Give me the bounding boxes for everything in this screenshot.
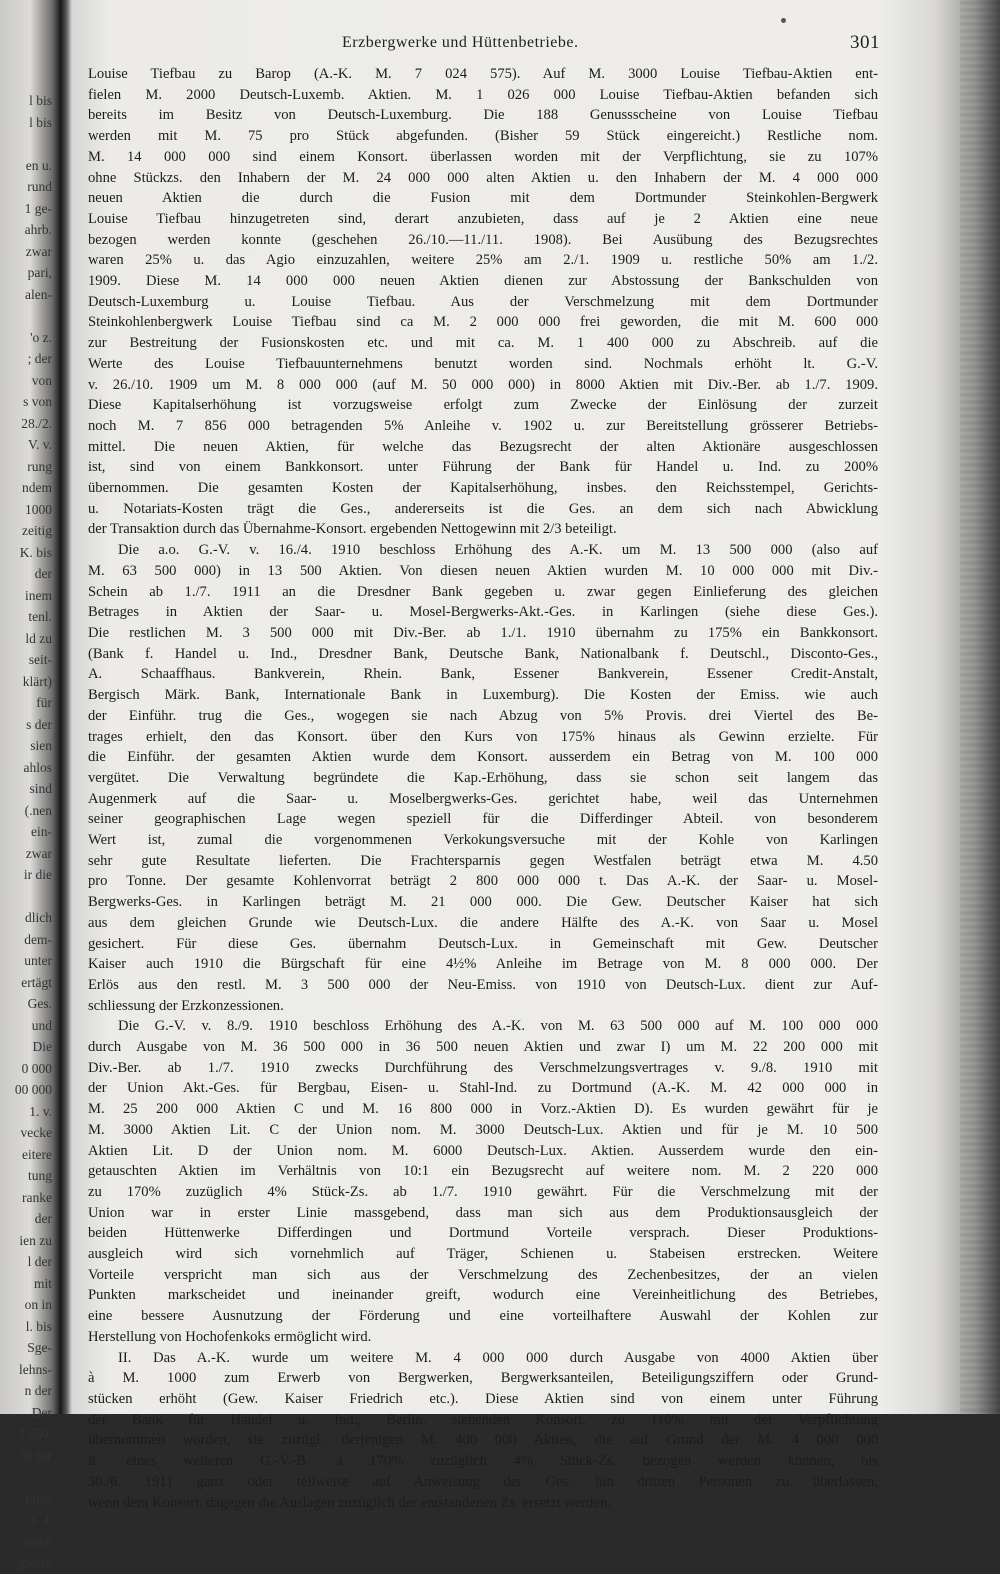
margin-fragment: für: [36, 695, 52, 710]
margin-fragment: Ges.: [27, 996, 52, 1011]
text-line: Punkten markscheidet und ineinander greift, wodurch eine Vereinheitlichung des Betriebes,: [88, 1287, 878, 1304]
text-line: schliessung der Erzkonzessionen.: [88, 997, 284, 1014]
text-line: M. 14 000 000 sind einem Konsort. überlassen worden mit der Verpflichtung, sie zu 107%: [88, 148, 878, 165]
margin-fragment: s von: [23, 394, 52, 409]
margin-fragment: sind: [29, 781, 52, 796]
margin-fragment: ; der: [27, 351, 52, 366]
margin-fragment: l bis: [29, 114, 52, 130]
margin-fragment: enten: [22, 1533, 52, 1549]
text-line: der Bank für Handel u. Ind., Berlin, stehenden Konsort. zu 110% mit der Verpflichtung: [88, 1411, 878, 1428]
text-line: Werte des Louise Tiefbauunternehmens benutzt worden sind. Nochmals erhöht lt. G.-V.: [88, 355, 878, 372]
margin-fragment: ir die: [23, 867, 52, 882]
margin-fragment: zwar: [25, 243, 52, 259]
margin-fragment: sien: [30, 738, 52, 753]
text-line: übernommen. Die gesamten Kosten der Kapitalserhöhung, insbes. den Reichsstempel, Gerichts-: [88, 480, 878, 497]
margin-fragment: ahrb.: [24, 222, 52, 237]
text-line: M. 25 200 000 Aktien C und M. 16 800 000 in Vorz.-Aktien D). Es wurden gewährt für je: [88, 1101, 878, 1118]
margin-fragment: l bis: [29, 93, 52, 108]
text-line: werden mit M. 75 pro Stück abgefunden. (Bisher 59 Stück eingereicht.) Restliche nom.: [88, 128, 878, 145]
text-line: der Transaktion durch das Übernahme-Konsort. ergebenden Nettogewinn mit 2/3 beteiligt.: [88, 521, 617, 538]
body-text: [88, 64, 878, 1513]
margin-fragment: [2, 133, 52, 155]
text-line: pro Tonne. Der gesamte Kohlenvorrat beträgt 2 800 000 000 t. Das A.-K. der Saar- u. Mosel-: [88, 873, 878, 890]
text-line: zur Bestreitung der Fusionskosten etc. und mit ca. M. 1 400 000 zu Abschreib. auf die: [88, 335, 878, 352]
margin-fragment: zeitig: [22, 523, 52, 538]
margin-fragment: ien zu: [19, 1232, 52, 1248]
margin-fragment: 28./2.: [21, 415, 52, 431]
margin-fragment: l. bis: [25, 1318, 52, 1334]
text-line: stücken erhöht (Gew. Kaiser Friedrich etc.). Diese Aktien sind von einem unter Führung: [88, 1391, 878, 1407]
margin-fragment: [2, 886, 52, 908]
text-line: seiner geographischen Lage wegen speziell für die Differdinger Abteil. von besonderem: [88, 811, 878, 828]
page-number: 301: [850, 32, 880, 53]
text-line: noch M. 7 856 000 betragenden 5% Anleihe v. 1902 u. zur Bereitstellung grösserer Betriebs-: [88, 417, 878, 434]
text-line: gesichert. Für diese Ges. übernahm Deutsch-Lux. in Gemeinschaft mit Gew. Deutscher: [88, 935, 878, 952]
text-line: die Einführ. der gesamten Aktien wurde dem Konsort. ausserdem ein Betrag von M. 100 000: [88, 749, 878, 766]
margin-fragment: V. v.: [27, 437, 52, 452]
text-line: Die G.-V. v. 8./9. 1910 beschloss Erhöhung des A.-K. von M. 63 500 000 auf M. 100 000 000: [118, 1018, 878, 1035]
margin-fragment: der: [34, 1211, 52, 1226]
text-line: zu 170% zuzüglich 4% Stück-Zs. ab 1./7. 1910 gewährt. Für die Verschmelzung mit der: [88, 1183, 878, 1200]
margin-fragment: dlich: [25, 910, 52, 925]
margin-fragment: dem-: [24, 931, 52, 947]
text-line: beiden Hüttenwerke Differdingen und Dortmund Vorteile versprach. Dieser Produktions-: [88, 1225, 878, 1242]
text-line: v. 26./10. 1909 um M. 8 000 000 (auf M. 50 000 000) in 8000 Aktien mit Div.-Ber. ab 1./7. 1909.: [88, 376, 878, 393]
margin-fragment: 00 000: [14, 1082, 52, 1097]
text-line: lt. eines weiteren G.-V.-B. à 170% zuzüglich 4% Stück-Zs. bezogen werden können, bis: [88, 1453, 878, 1470]
margin-fragment: l der: [27, 1254, 52, 1269]
margin-fragment: ein-: [31, 824, 52, 839]
text-line: der Einführ. trug die Ges., wogegen sie nach Abzug von 5% Provis. drei Viertel des Be-: [88, 707, 878, 724]
text-line: ausgleich wird sich vornehmlich auf Träger, Schienen u. Stabeisen erstrecken. Weitere: [88, 1246, 878, 1263]
margin-fragment: on in: [24, 1297, 52, 1312]
margin-fragment: seit-: [28, 652, 52, 667]
paragraph: [88, 540, 878, 1016]
margin-fragment: eitere: [22, 1146, 52, 1162]
text-line: fielen M. 2000 Deutsch-Luxemb. Aktien. M. 1 026 000 Louise Tiefbau-Aktien befanden sich: [88, 86, 878, 103]
text-line: Kaiser auch 1910 die Bürgschaft für eine 4½% Anleihe im Betrage von M. 8 000 000. Der: [88, 956, 878, 973]
margin-fragment: gwerk: [18, 1555, 52, 1570]
text-line: waren 25% u. das Agio einzuzahlen, weitere 25% am 2./1. 1909 u. restliche 50% am 1./2.: [88, 252, 878, 269]
text-line: Erlös aus den restl. M. 3 500 000 der Neu-Emiss. von 1910 von Deutsch-Lux. dient zur Auf-: [88, 976, 878, 993]
margin-fragment: (also: [25, 1490, 52, 1506]
paragraph: [88, 1016, 878, 1347]
text-line: Deutsch-Luxemburg u. Louise Tiefbau. Aus der Verschmelzung mit dem Dortmunder: [88, 293, 878, 310]
text-line: M. 63 500 000) in 13 500 Aktien. Von diesen neuen Aktien wurden M. 10 000 000 mit Div.-: [88, 562, 878, 579]
margin-fragment: tung: [27, 1168, 52, 1183]
text-line: Louise Tiefbau zu Barop (A.-K. M. 7 024 575). Auf M. 3000 Louise Tiefbau-Aktien ent-: [88, 66, 878, 82]
margin-fragment: 0 000: [21, 1060, 52, 1076]
margin-fragment: Sge-: [27, 1340, 52, 1355]
previous-page-text-fragments: [2, 90, 52, 1574]
text-line: Die a.o. G.-V. v. 16./4. 1910 beschloss Erhöhung des A.-K. um M. 13 500 000 (also auf: [118, 542, 878, 559]
margin-fragment: ld zu: [25, 630, 52, 646]
margin-fragment: en u.: [25, 157, 52, 173]
text-line: u. Notariats-Kosten trägt die Ges., andererseits ist die Ges. an dem sich nach Abwicklung: [88, 500, 878, 517]
margin-fragment: inem: [25, 587, 52, 603]
header-title: Erzbergwerke und Hüttenbetriebe.: [342, 34, 579, 51]
text-line: Bergwerks-Ges. in Karlingen beträgt M. 21 000 000. Die Gew. Deutscher Kaiser hat sich: [88, 894, 878, 911]
text-line: Augenmerk auf die Saar- u. Moselbergwerks-Ges. gerichtet habe, weil das Unternehmen: [88, 790, 878, 807]
margin-fragment: 'o z.: [30, 329, 52, 345]
text-line: sehr gute Resultate lieferten. Die Frachtersparnis gegen Westfalen beträgt etwa M. 4.50: [88, 852, 878, 869]
text-line: Betrages in Aktien der Saar- u. Mosel-Bergwerks-Akt.-Ges. in Karlingen (siehe diese Ges.).: [88, 604, 878, 621]
margin-fragment: 1. J.: [29, 1512, 52, 1527]
text-line: vergütet. Die Verwaltung begründete die Kap.-Erhöhung, dass sie schon seit langem das: [88, 769, 878, 786]
margin-fragment: ndem: [22, 480, 52, 495]
margin-fragment: s der: [26, 716, 52, 732]
margin-fragment: n der: [24, 1383, 52, 1398]
text-line: M. 3000 Aktien Lit. C der Union nom. M. 3000 Deutsch-Lux. Aktien und für je M. 10 500: [88, 1121, 878, 1138]
text-line: Diese Kapitalserhöhung ist vorzugsweise erfolgt zum Zwecke der Einlösung der zurzeit: [88, 397, 878, 414]
margin-fragment: K. bis: [19, 544, 52, 560]
margin-fragment: Die: [32, 1039, 52, 1054]
margin-fragment: zwar: [25, 845, 52, 861]
margin-fragment: ahlos: [23, 759, 52, 775]
text-line: trages erhielt, den das Konsort. über den Kurs von 175% hinaus als Gewinn erzielte. Für: [88, 728, 878, 745]
text-line: durch Ausgabe von M. 36 500 000 in 36 500 neuen Aktien und zwar I) um M. 22 200 000 mit: [88, 1039, 878, 1056]
text-line: Wert ist, zumal die vorgenommenen Verkokungsversuche mit der Kohle von Karlingen: [88, 832, 878, 849]
margin-fragment: tenl.: [28, 609, 52, 624]
page-edge-shadow: [960, 0, 1000, 1414]
text-line: Louise Tiefbau hinzugetreten sind, derart anzubieten, dass auf je 2 Aktien eine neue: [88, 210, 878, 227]
text-line: eine bessere Ausnutzung der Förderung und eine vorteilhaftere Auswahl der Kohlen zur: [88, 1308, 878, 1325]
text-line: à M. 1000 zum Erwerb von Bergwerken, Bergwerksanteilen, Beteiligungsziffern oder Grund-: [88, 1370, 878, 1387]
running-header: [300, 34, 880, 58]
paragraph: [88, 64, 878, 540]
margin-fragment: vecke: [20, 1125, 52, 1140]
text-line: 1909. Diese M. 14 000 000 neuen Aktien dienen zur Abstossung der Bankschulden von: [88, 273, 878, 290]
text-line: (Bank f. Handel u. Ind., Dresdner Bank, Deutsche Bank, Nationalbank f. Deutschl., Disconto-Ges.,: [88, 645, 878, 662]
ink-spot: [781, 18, 786, 23]
text-line: Schein ab 1./7. 1911 an die Dresdner Bank gegeben u. zwar gegen Einlieferung des gleichen: [88, 583, 878, 600]
margin-fragment: unter: [24, 953, 52, 968]
margin-fragment: der: [34, 566, 52, 581]
margin-fragment: 3 630.: [18, 1426, 52, 1441]
margin-fragment: pari,: [27, 265, 52, 280]
text-line: ohne Stückzs. den Inhabern der M. 24 000 000 alten Aktien u. den Inhabern der M. 4 000 000: [88, 169, 878, 186]
text-line: übernommen worden, sie zuzügl. derjenigen M. 400 000 Aktien, die auf Grund der M. 4 000 000: [88, 1432, 878, 1449]
text-line: mittel. Die neuen Aktien, für welche das Bezugsrecht der alten Aktionäre ausgeschlossen: [88, 438, 878, 455]
text-line: II. Das A.-K. wurde um weitere M. 4 000 000 durch Ausgabe von 4000 Aktien über: [118, 1349, 878, 1366]
margin-fragment: von: [31, 372, 52, 388]
text-line: der Union Akt.-Ges. für Bergbau, Eisen- u. Stahl-Ind. zu Dortmund (A.-K. M. 42 000 000 in: [88, 1080, 878, 1097]
text-line: A. Schaaffhaus. Bankverein, Rhein. Bank, Essener Bankverein, Essener Credit-Anstalt,: [88, 666, 878, 683]
margin-fragment: ertägt: [21, 974, 52, 990]
text-line: bereits im Besitz von Deutsch-Luxemburg. Die 188 Genussscheine von Louise Tiefbau: [88, 107, 878, 124]
book-gutter: [60, 0, 72, 1414]
margin-fragment: 1. v.: [29, 1103, 52, 1119]
text-line: Steinkohlenbergwerk Louise Tiefbau sind ca M. 2 000 000 frei geworden, die mit M. 600 000: [88, 314, 878, 331]
text-line: Vorteile verspricht man sich aus der Verschmelzung des Zechenbesitzes, der an vielen: [88, 1266, 878, 1283]
margin-fragment: [2, 1466, 52, 1488]
paragraph: [88, 1348, 878, 1514]
text-line: Aktien Lit. D der Union nom. M. 6000 Deutsch-Lux. Aktien. Ausserdem wurde den ein-: [88, 1142, 878, 1159]
text-line: aus dem gleichen Grunde wie Deutsch-Lux. die andere Hälfte des A.-K. von Saar u. Mosel: [88, 914, 878, 931]
margin-fragment: ranke: [22, 1189, 52, 1205]
text-line: 30./6. 1911 ganz oder teilweise auf Anweisung der Ges. hin dritten Personen zu überlassen,: [88, 1473, 878, 1490]
margin-fragment: und: [31, 1017, 52, 1033]
margin-fragment: (.nen: [24, 802, 52, 818]
margin-fragment: 30 für: [19, 1447, 52, 1463]
margin-fragment: 1000: [25, 501, 52, 517]
margin-fragment: klärt): [22, 673, 52, 689]
margin-fragment: alen-: [25, 286, 52, 302]
previous-page-edge: [0, 0, 62, 1570]
text-line: Union war in erster Linie massgebend, dass man sich aus dem Produktionsausgleich der: [88, 1204, 878, 1221]
text-line: bezogen werden konnte (geschehen 26./10.—11./11. 1908). Bei Ausübung des Bezugsrechtes: [88, 231, 878, 248]
margin-fragment: [2, 305, 52, 327]
text-line: neuen Aktien die durch die Fusion mit dem Dortmunder Steinkohlen-Bergwerk: [88, 190, 878, 207]
margin-fragment: mit: [33, 1275, 52, 1291]
margin-fragment: rung: [27, 458, 52, 474]
text-line: Herstellung von Hochofenkoks ermöglicht wird.: [88, 1328, 372, 1345]
margin-fragment: Der: [31, 1404, 52, 1420]
text-line: getauschten Aktien im Verhältnis von 10:1 ein Bezugsrecht auf weitere nom. M. 2 220 000: [88, 1163, 878, 1180]
text-line: Die restlichen M. 3 500 000 mit Div.-Ber. ab 1./1. 1910 übernahm zu 175% ein Bankkonsort.: [88, 624, 878, 641]
margin-fragment: rund: [27, 179, 52, 194]
margin-fragment: 1 ge-: [24, 200, 52, 216]
text-line: Bergisch Märk. Bank, Internationale Bank in Luxemburg). Die Kosten der Emiss. wie auch: [88, 687, 878, 704]
text-line: ist, sind von einem Bankkonsort. unter Führung der Bank für Handel u. Ind. zu 200%: [88, 459, 878, 476]
margin-fragment: lehns-: [19, 1361, 52, 1377]
text-line: Div.-Ber. ab 1./7. 1910 zwecks Durchführung des Verschmelzungsvertrages v. 9./8. 1910 mit: [88, 1059, 878, 1076]
text-line: wenn dem Konsort. dagegen die Auslagen zuzüglich der entstandenen Zs. ersetzt werden.: [88, 1494, 611, 1511]
